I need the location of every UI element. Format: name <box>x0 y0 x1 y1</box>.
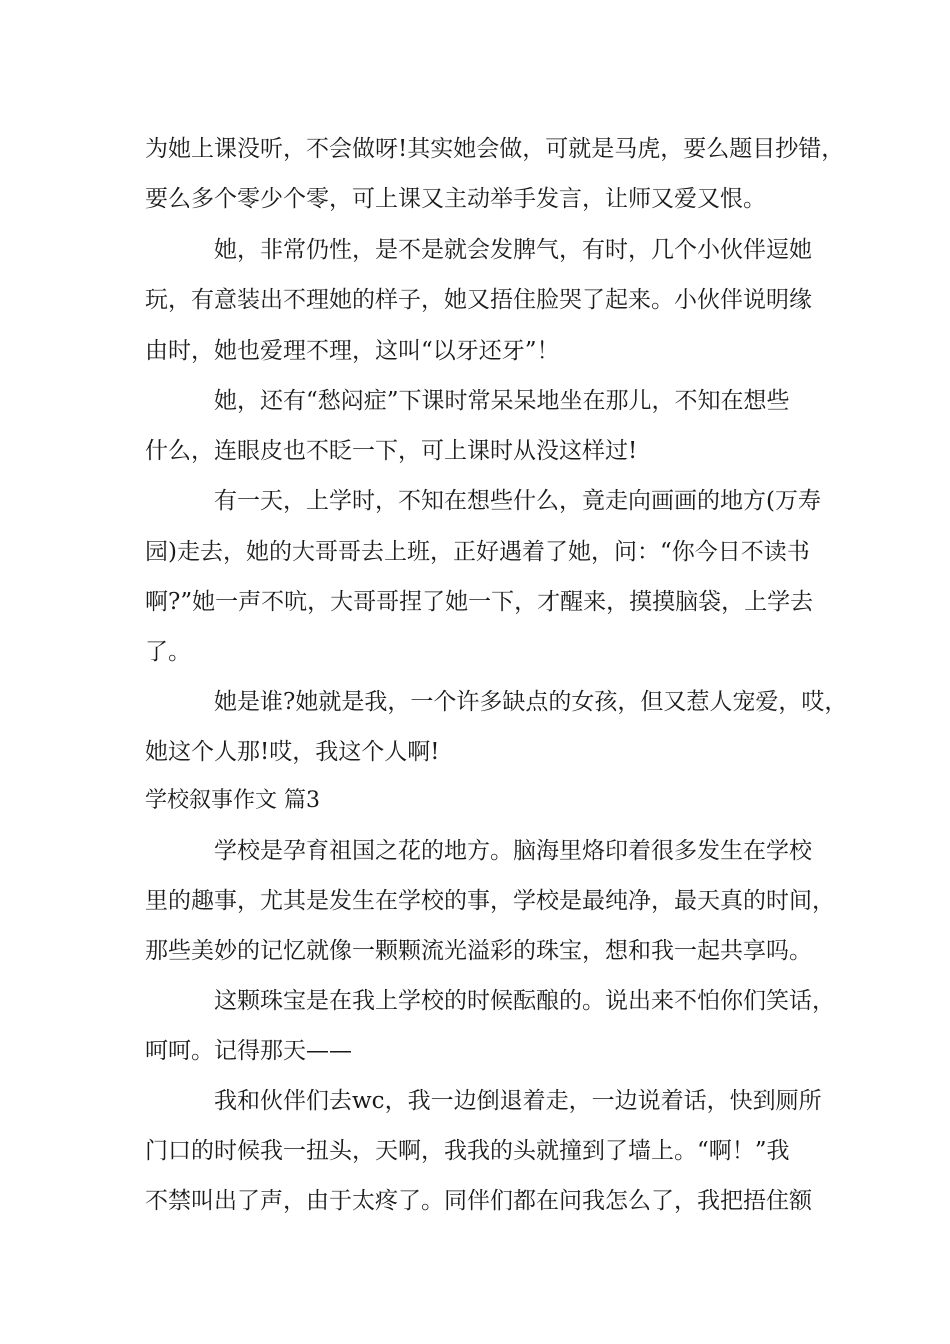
text-line-8: 有一天，上学时，不知在想些什么，竟走向画画的地方(万寿 <box>214 488 821 514</box>
text-line-18: 这颗珠宝是在我上学校的时候酝酿的。说出来不怕你们笑话， <box>214 988 835 1014</box>
section-heading: 学校叙事作文 篇3 <box>145 788 320 813</box>
text-line-10: 啊?”她一声不吭，大哥哥捏了她一下，才醒来，摸摸脑袋，上学去 <box>145 589 814 615</box>
text-line-16: 里的趣事，尤其是发生在学校的事，学校是最纯净，最天真的时间， <box>145 888 835 914</box>
text-line-9: 园)走去，她的大哥哥去上班，正好遇着了她，问：“你今日不读书 <box>145 539 810 565</box>
text-line-20: 我和伙伴们去wc，我一边倒退着走，一边说着话，快到厕所 <box>214 1088 822 1114</box>
text-line-17: 那些美妙的记忆就像一颗颗流光溢彩的珠宝，想和我一起共享吗。 <box>145 938 812 964</box>
text-line-22: 不禁叫出了声，由于太疼了。同伴们都在问我怎么了，我把捂住额 <box>145 1188 812 1214</box>
text-line-6: 她，还有“愁闷症”下课时常呆呆地坐在那儿，不知在想些 <box>214 388 790 414</box>
text-line-15: 学校是孕育祖国之花的地方。脑海里烙印着很多发生在学校 <box>214 838 812 864</box>
text-line-7: 什么，连眼皮也不眨一下，可上课时从没这样过! <box>145 438 638 464</box>
text-line-19: 呵呵。记得那天—— <box>145 1038 352 1064</box>
text-line-5: 由时，她也爱理不理，这叫“以牙还牙”！ <box>145 338 560 364</box>
text-line-3: 她，非常仍性，是不是就会发脾气，有时，几个小伙伴逗她 <box>214 237 812 263</box>
text-line-13: 她这个人那!哎，我这个人啊! <box>145 739 440 765</box>
text-line-2: 要么多个零少个零，可上课又主动举手发言，让师又爱又恨。 <box>145 186 766 212</box>
text-line-11: 了。 <box>145 639 191 665</box>
text-line-12: 她是谁?她就是我，一个许多缺点的女孩，但又惹人宠爱，哎， <box>214 689 848 715</box>
text-line-4: 玩，有意装出不理她的样子，她又捂住脸哭了起来。小伙伴说明缘 <box>145 287 812 313</box>
text-line-21: 门口的时候我一扭头，天啊，我我的头就撞到了墙上。“啊！”我 <box>145 1138 790 1164</box>
text-line-1: 为她上课没听，不会做呀!其实她会做，可就是马虎，要么题目抄错， <box>145 136 845 162</box>
